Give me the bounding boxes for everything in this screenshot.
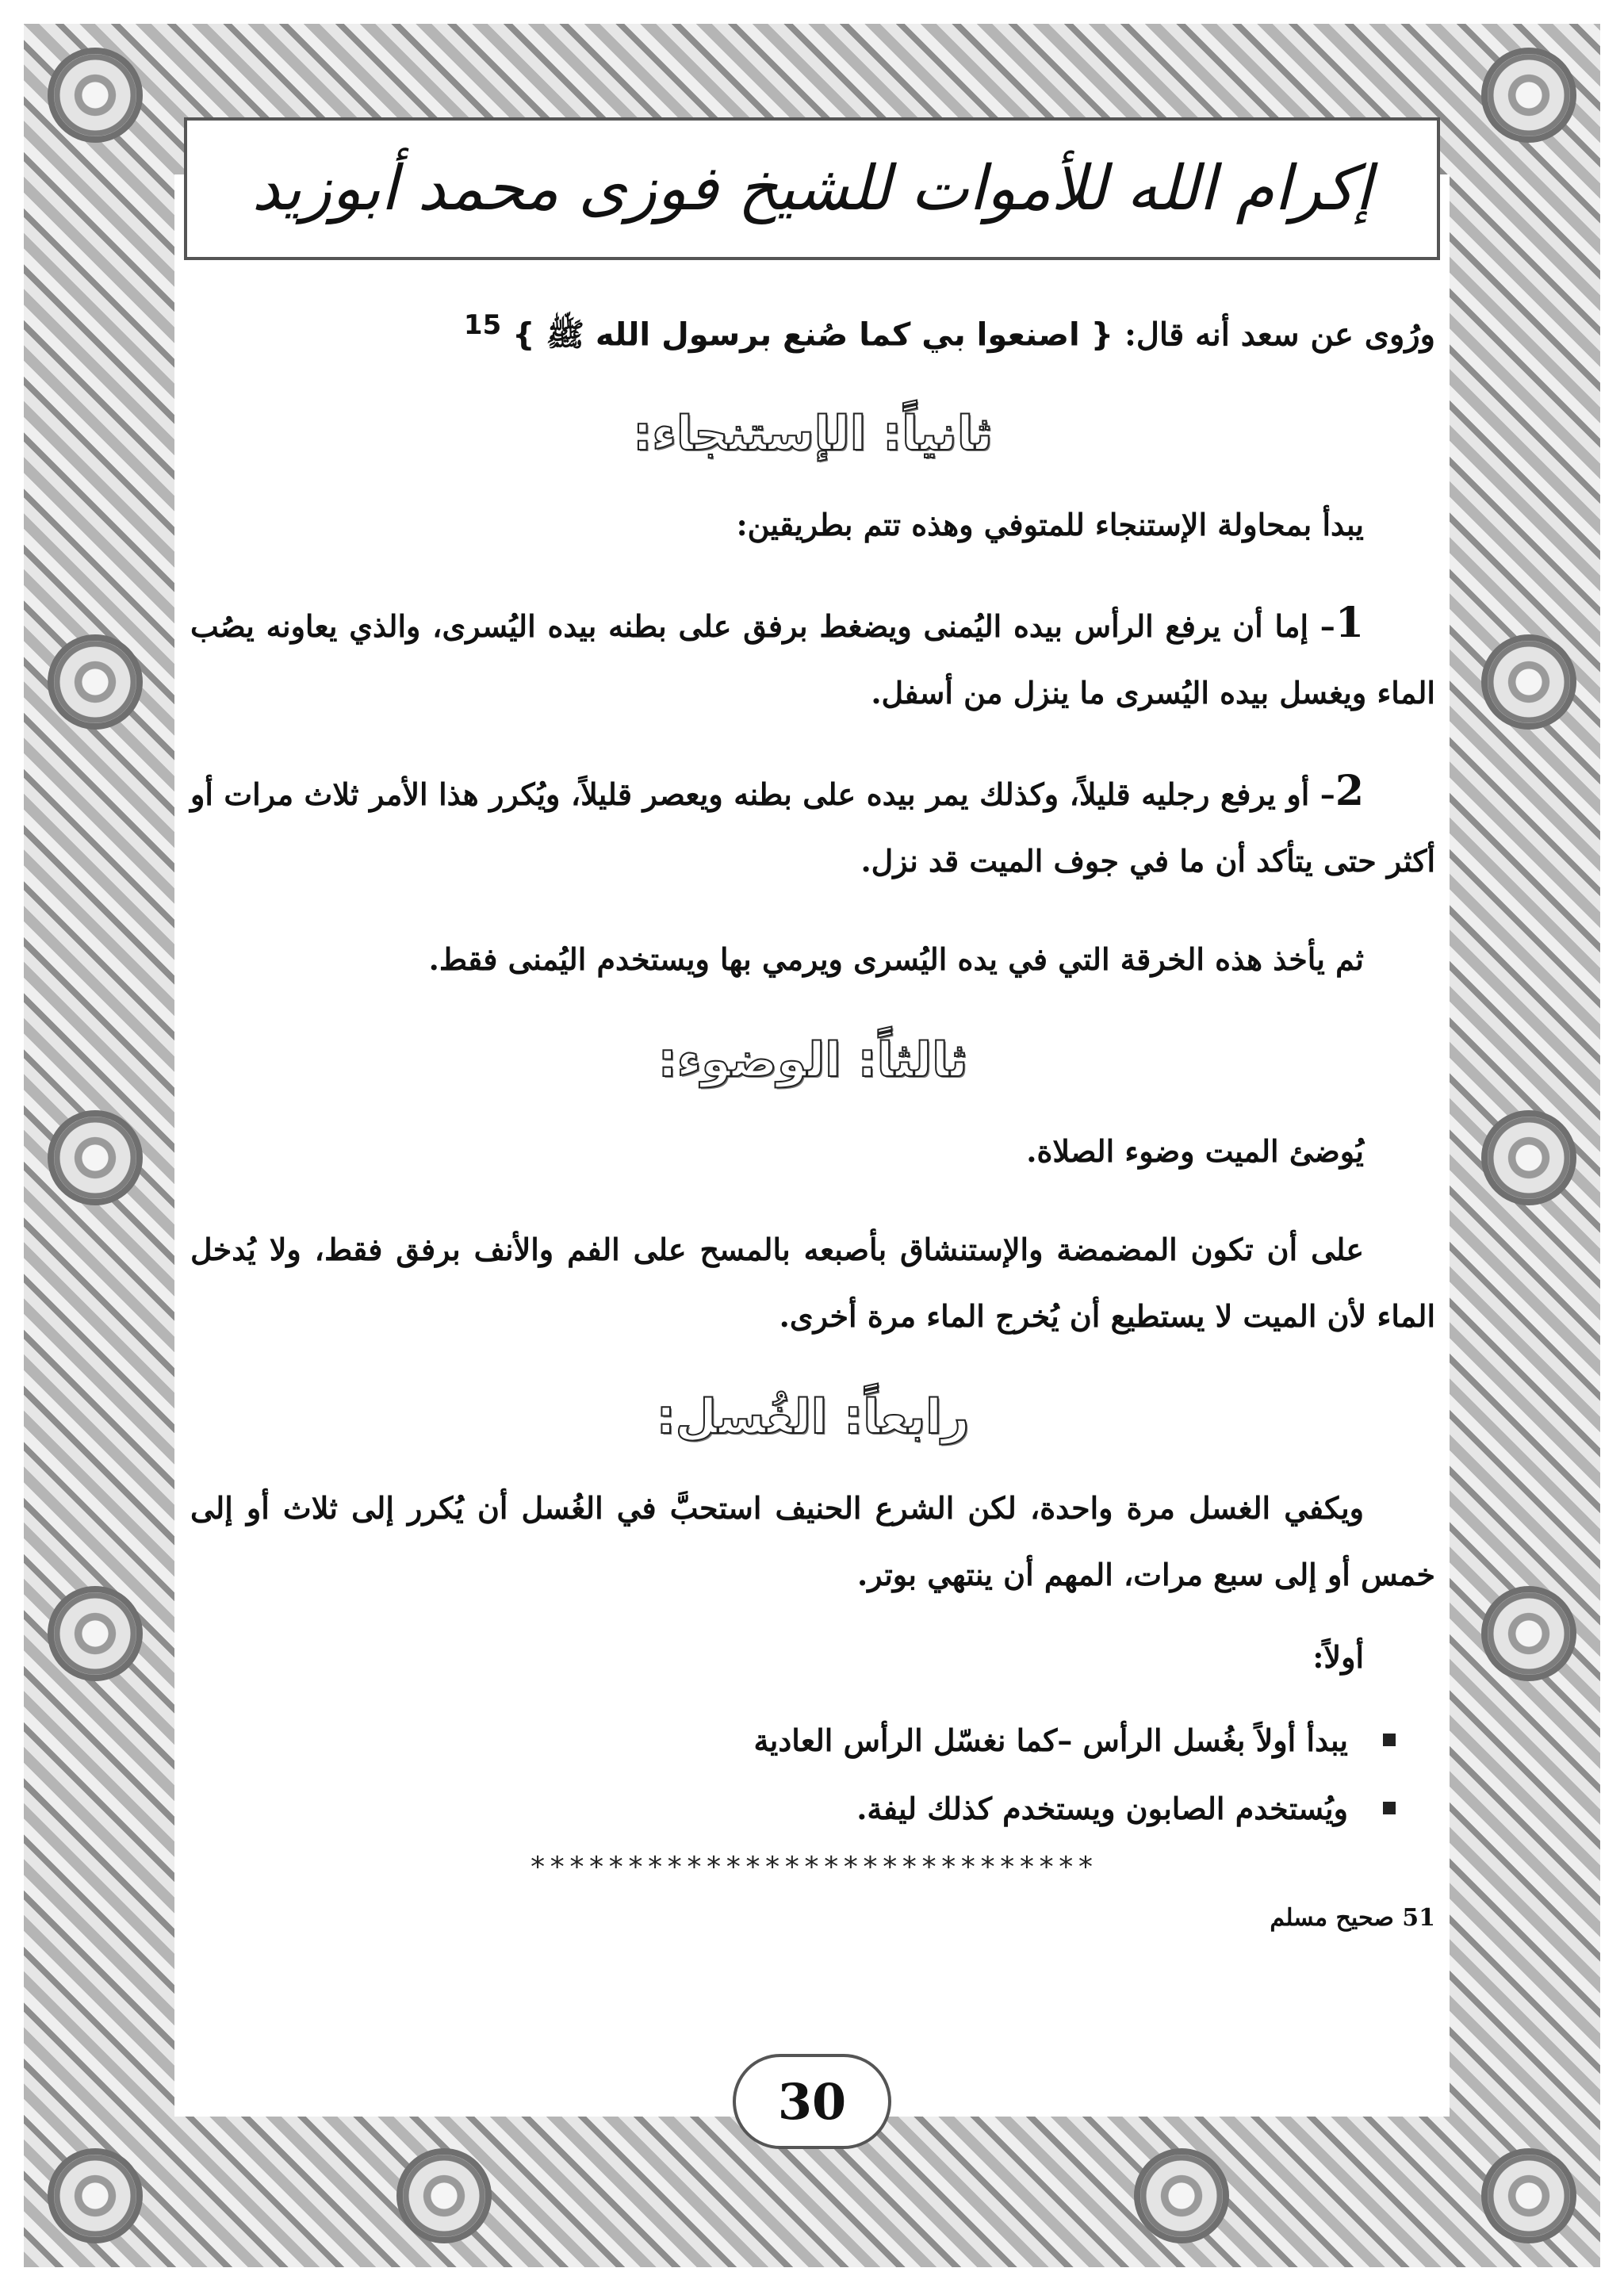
border-rosette-ornament — [1481, 48, 1576, 143]
wudu-paragraph-1: يُوضئ الميت وضوء الصلاة. — [1026, 1133, 1364, 1170]
list-item: يبدأ أولاً بغُسل الرأس –كما نغسّل الرأس العادية — [190, 1707, 1396, 1775]
border-rosette-ornament — [48, 634, 143, 730]
ghusl-paragraph-1: ويكفي الغسل مرة واحدة، لكن الشرع الحنيف استحبَّ في الغُسل أن يُكرر إلى ثلاث أو إلى خمس أو إلى سبع مرات، المهم أن ينتهي بوتر. — [190, 1490, 1435, 1593]
border-rosette-ornament — [48, 48, 143, 143]
item-text: – إما أن يرفع الرأس بيده اليُمنى ويضغط برفق على بطنه بيده اليُسرى، والذي يعاونه يصُب الماء ويغسل بيده اليُسرى ما ينزل من أسفل. — [190, 608, 1435, 711]
ghusl-bullet-list — [190, 1707, 1435, 1843]
border-rosette-ornament — [396, 2148, 492, 2243]
border-rosette-ornament — [1481, 2148, 1576, 2243]
section-heading-istinja: ثانياً: الإستنجاء: — [633, 406, 993, 462]
page-number: 30 — [733, 2054, 891, 2149]
quote-line — [190, 293, 1435, 366]
ghusl-first-label: أولاً: — [1312, 1639, 1364, 1676]
footnote: 51 صحيح مسلم — [1270, 1904, 1435, 1933]
section-heading-ghusl: رابعاً: الغُسل: — [656, 1389, 970, 1446]
istinja-closing: ثم يأخذ هذه الخرقة التي في يده اليُسرى ويرمي بها ويستخدم اليُمنى فقط. — [428, 941, 1364, 978]
footnote-separator: ***************************** — [529, 1851, 1097, 1884]
border-rosette-ornament — [1481, 634, 1576, 730]
list-item: ويُستخدم الصابون ويستخدم كذلك ليفة. — [190, 1775, 1396, 1843]
bullet-square-icon — [1383, 1734, 1396, 1746]
istinja-item-2 — [190, 758, 1435, 895]
border-rosette-ornament — [1481, 1110, 1576, 1205]
item-number: 2 — [1335, 767, 1364, 816]
item-text: – أو يرفع رجليه قليلاً، وكذلك يمر بيده على بطنه ويعصر قليلاً، ويُكرر هذا الأمر ثلاث مرات أو أكثر حتى يتأكد أن ما في جوف الميت قد نزل. — [190, 776, 1435, 879]
quote-intro: ورُوى عن سعد أنه قال: — [1124, 316, 1435, 354]
page-title: إكرام الله للأموات للشيخ فوزى محمد أبوزيد — [251, 153, 1373, 224]
hadith-quote: { اصنعوا بي كما صُنع برسول الله ﷺ } — [512, 316, 1114, 354]
border-rosette-ornament — [48, 1110, 143, 1205]
border-rosette-ornament — [48, 1586, 143, 1681]
page-content — [190, 293, 1435, 2022]
wudu-paragraph-2: على أن تكون المضمضة والإستنشاق بأصبعه بالمسح على الفم والأنف برفق فقط، ولا يُدخل الماء لأن الميت لا يستطيع أن يُخرج الماء مرة أخرى. — [190, 1232, 1435, 1335]
border-rosette-ornament — [1481, 1586, 1576, 1681]
footnote-reference: 15 — [463, 309, 502, 341]
header-title-box — [184, 117, 1440, 260]
istinja-item-1 — [190, 590, 1435, 726]
istinja-intro: يبدأ بمحاولة الإستنجاء للمتوفي وهذه تتم بطريقين: — [736, 507, 1364, 543]
section-heading-wudu: ثالثاً: الوضوء: — [657, 1032, 968, 1089]
bullet-square-icon — [1383, 1802, 1396, 1814]
border-rosette-ornament — [1134, 2148, 1229, 2243]
item-number: 1 — [1335, 599, 1364, 648]
border-rosette-ornament — [48, 2148, 143, 2243]
